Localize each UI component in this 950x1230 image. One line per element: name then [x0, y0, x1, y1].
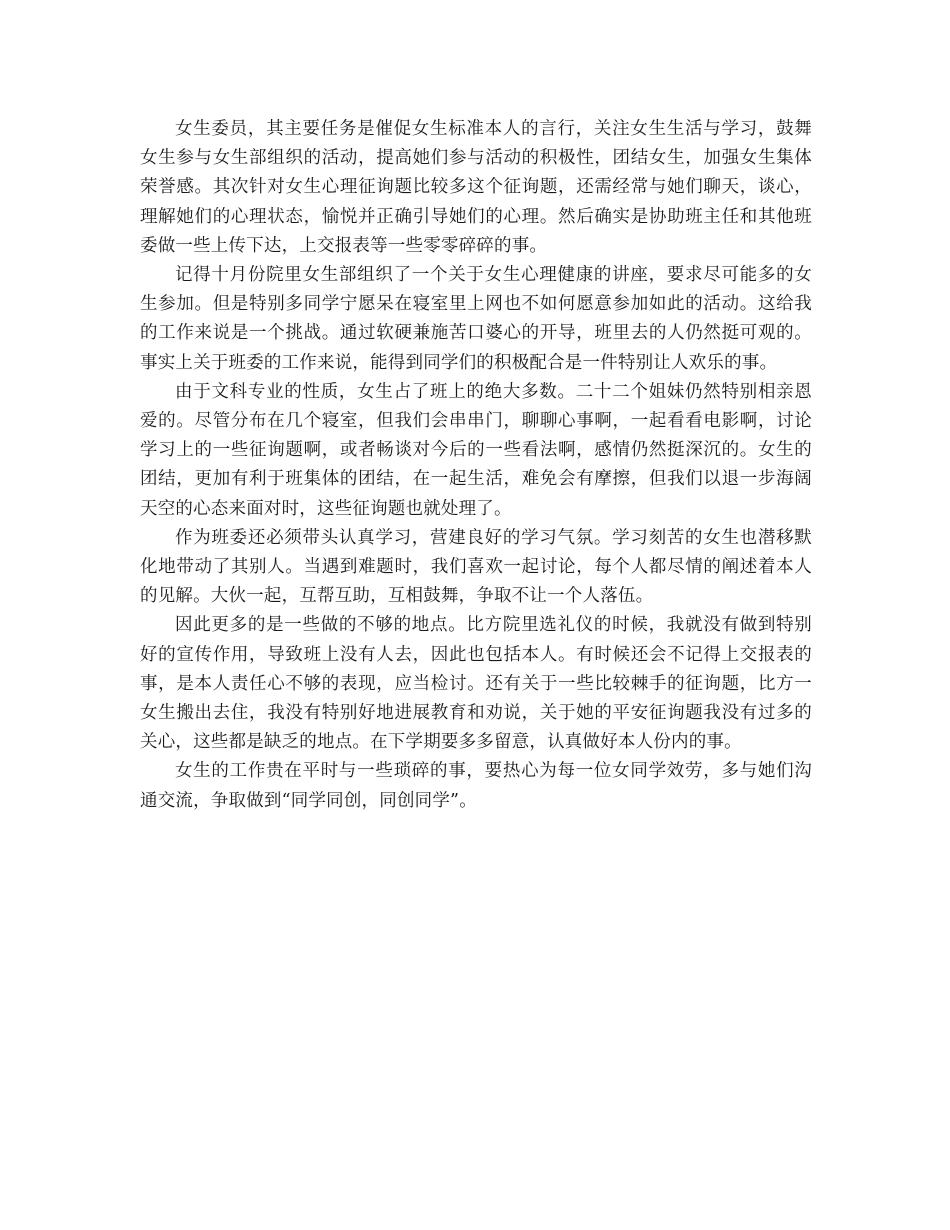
document-body — [140, 115, 812, 816]
paragraph-6: 女生的工作贵在平时与一些琐碎的事，要热心为每一位女同学效劳，多与她们沟通交流，争取做到“同学同创，同创同学”。 — [140, 761, 812, 811]
paragraph-1: 女生委员，其主要任务是催促女生标准本人的言行，关注女生生活与学习，鼓舞女生参与女生部组织的活动，提高她们参与活动的积极性，团结女生，加强女生集体荣誉感。其次针对女生心理征询题比较多这个征询题，还需经常与她们聊天，谈心，理解她们的心理状态，愉悦并正确引导她们的心理。然后确实是协助班主任和其他班委做一些上传下达，上交报表等一些零零碎碎的事。 — [140, 119, 812, 256]
paragraph-4: 作为班委还必须带头认真学习，营建良好的学习气氛。学习刻苦的女生也潜移默化地带动了其别人。当遇到难题时，我们喜欢一起讨论，每个人都尽情的阐述着本人的见解。大伙一起，互帮互助，互相鼓舞，争取不让一个人落伍。 — [140, 527, 812, 607]
paragraph-2: 记得十月份院里女生部组织了一个关于女生心理健康的讲座，要求尽可能多的女生参加。但是特别多同学宁愿呆在寝室里上网也不如何愿意参加如此的活动。这给我的工作来说是一个挑战。通过软硬兼施苦口婆心的开导，班里去的人仍然挺可观的。事实上关于班委的工作来说，能得到同学们的积极配合是一件特别让人欢乐的事。 — [140, 265, 812, 373]
paragraph-3: 由于文科专业的性质，女生占了班上的绝大多数。二十二个姐妹仍然特别相亲恩爱的。尽管分布在几个寝室，但我们会串串门，聊聊心事啊，一起看看电影啊，讨论学习上的一些征询题啊，或者畅谈对今后的一些看法啊，感情仍然挺深沉的。女生的团结，更加有利于班集体的团结，在一起生活，难免会有摩擦，但我们以退一步海阔天空的心态来面对时，这些征询题也就处理了。 — [140, 381, 812, 519]
paragraph-5: 因此更多的是一些做的不够的地点。比方院里选礼仪的时候，我就没有做到特别好的宣传作用，导致班上没有人去，因此也包括本人。有时候还会不记得上交报表的事，是本人责任心不够的表现，应当检讨。还有关于一些比较棘手的征询题，比方一女生搬出去住，我没有特别好地进展教育和劝说，关于她的平安征询题我没有过多的关心，这些都是缺乏的地点。在下学期要多多留意，认真做好本人份内的事。 — [140, 615, 812, 753]
